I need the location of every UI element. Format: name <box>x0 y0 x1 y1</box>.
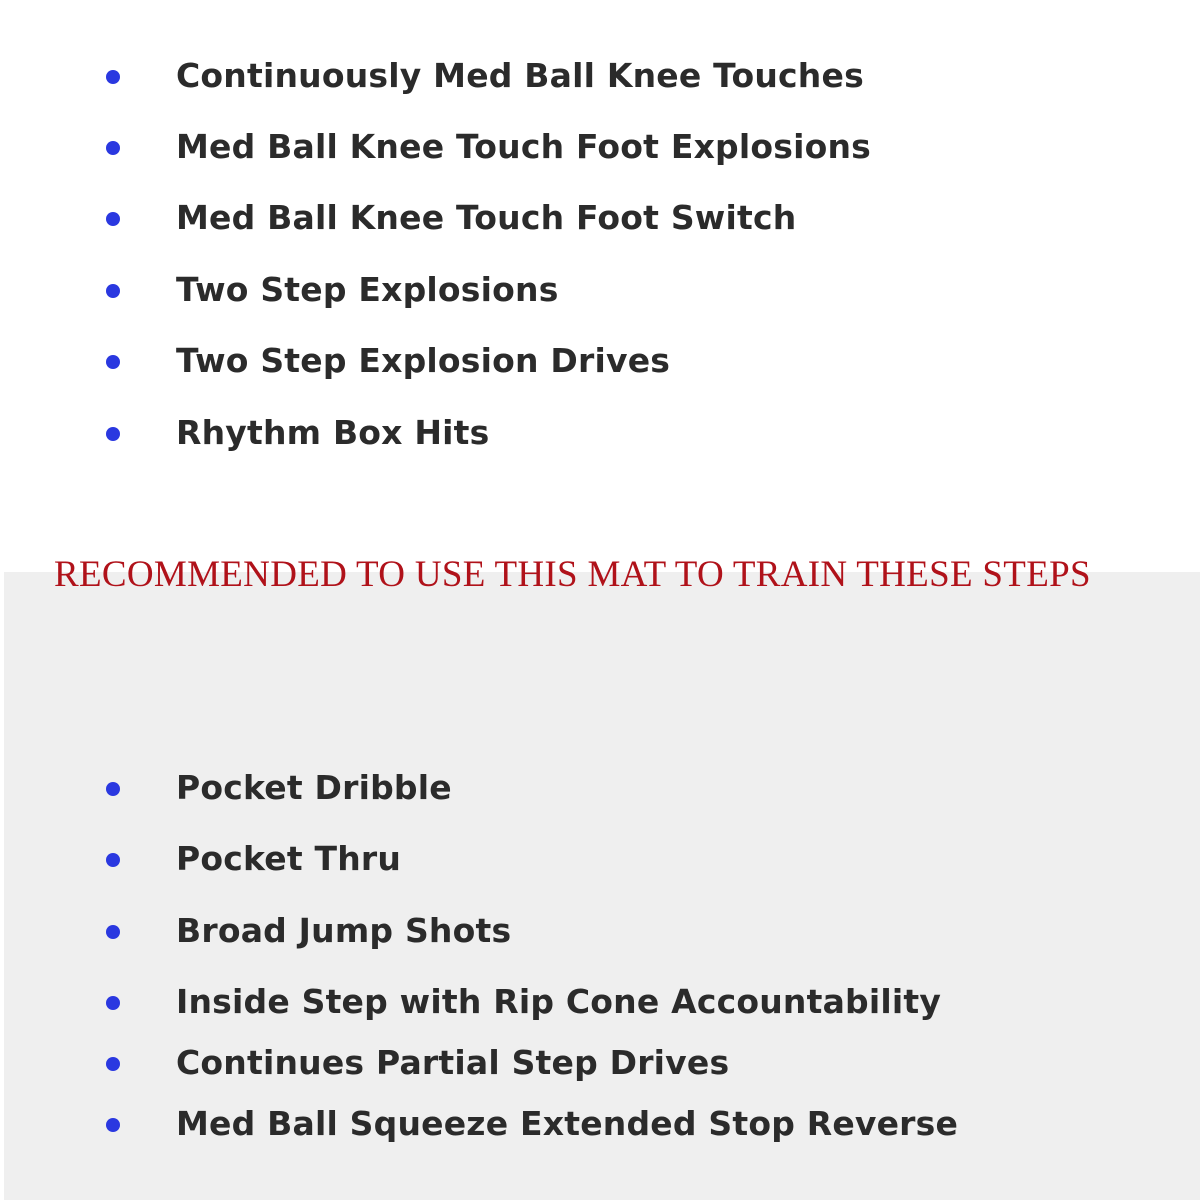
section-heading: RECOMMENDED TO USE THIS MAT TO TRAIN THESE STEPS <box>54 554 1091 595</box>
list-item <box>0 839 1000 879</box>
list-item <box>0 982 1000 1022</box>
list-item-label: Med Ball Squeeze Extended Stop Reverse <box>176 1104 959 1143</box>
bullet-icon <box>106 70 120 84</box>
list-item-label: Rhythm Box Hits <box>176 413 490 452</box>
bullet-icon <box>106 1118 120 1132</box>
bullet-icon <box>106 925 120 939</box>
bullet-icon <box>106 355 120 369</box>
list-item <box>0 768 1000 808</box>
bullet-icon <box>106 782 120 796</box>
bullet-icon <box>106 853 120 867</box>
list-item <box>0 270 1000 310</box>
list-item <box>0 341 1000 381</box>
list-item-label: Med Ball Knee Touch Foot Explosions <box>176 127 872 166</box>
list-item <box>0 413 1000 453</box>
bullet-icon <box>106 1057 120 1071</box>
list-item-label: Broad Jump Shots <box>176 911 512 950</box>
list-item <box>0 127 1000 167</box>
bullet-icon <box>106 284 120 298</box>
list-item <box>0 56 1000 96</box>
list-item-label: Inside Step with Rip Cone Accountability <box>176 982 942 1021</box>
bullet-icon <box>106 141 120 155</box>
list-item <box>0 1104 1000 1144</box>
list-item <box>0 198 1000 238</box>
list-item <box>0 1043 1000 1083</box>
list-item-label: Continuously Med Ball Knee Touches <box>176 56 864 95</box>
list-item-label: Two Step Explosions <box>176 270 559 309</box>
list-item <box>0 911 1000 951</box>
list-item-label: Two Step Explosion Drives <box>176 341 671 380</box>
list-item-label: Med Ball Knee Touch Foot Switch <box>176 198 797 237</box>
list-item-label: Pocket Dribble <box>176 768 452 807</box>
bullet-icon <box>106 996 120 1010</box>
list-item-label: Pocket Thru <box>176 839 402 878</box>
bullet-icon <box>106 427 120 441</box>
bullet-icon <box>106 212 120 226</box>
list-item-label: Continues Partial Step Drives <box>176 1043 730 1082</box>
